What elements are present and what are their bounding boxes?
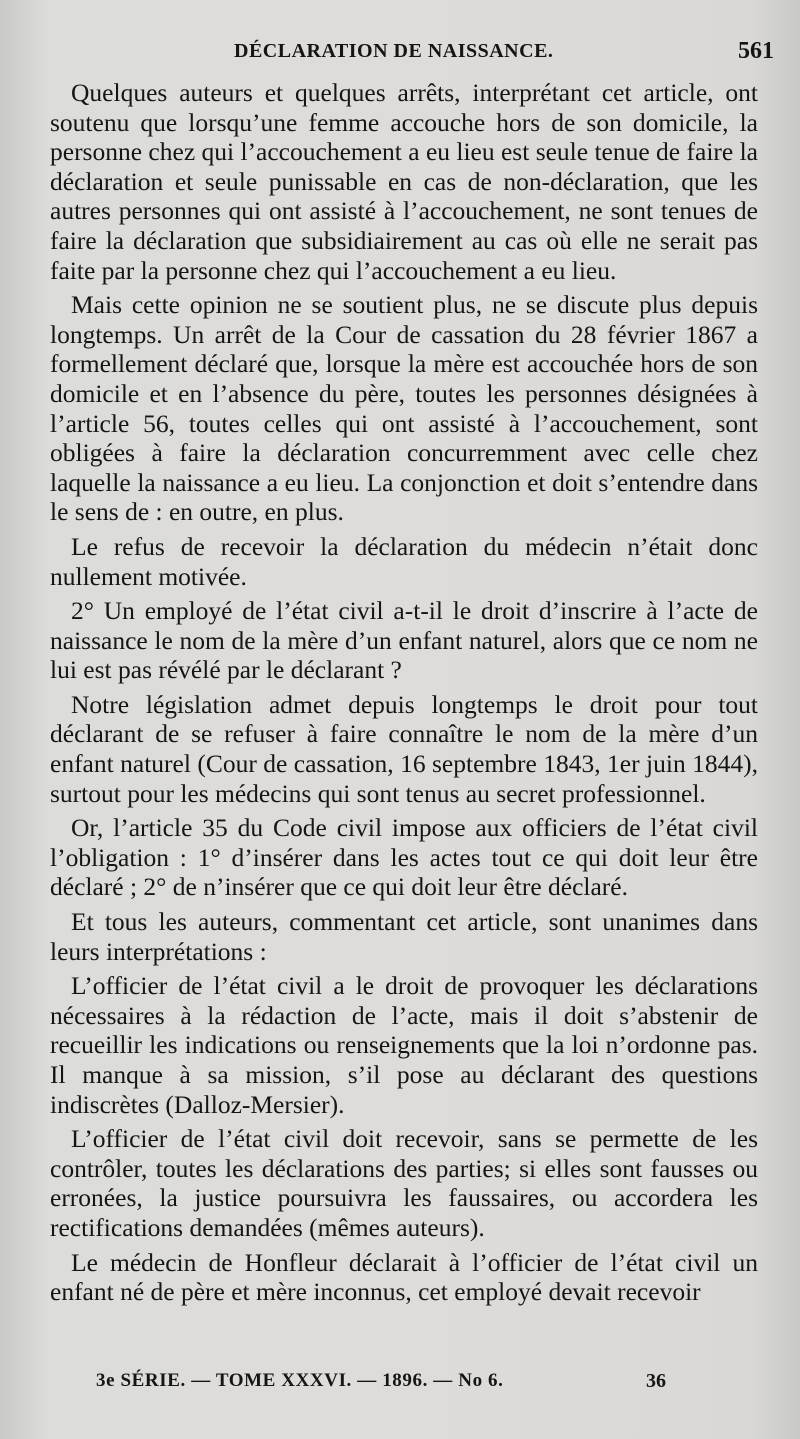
paragraph: L’officier de l’état civil doit recevoir, sans se permette de les contrôler, toutes les déclarations des parties; si elles sont fausses ou erronées, la justice poursuivra les faussaires, ou accordera les rectifications demandées (mêmes auteurs). (50, 1124, 758, 1242)
printer-signature: 3e SÉRIE. — TOME XXXVI. — 1896. — No 6. (96, 1370, 504, 1391)
paragraph: Et tous les auteurs, commentant cet article, sont unanimes dans leurs interprétations : (50, 907, 758, 966)
body-text (50, 78, 758, 1307)
paragraph: Notre législation admet depuis longtemps le droit pour tout déclarant de se refuser à faire connaître le nom de la mère d’un enfant naturel (Cour de cassation, 16 septembre 1843, 1er juin 1844), surtout pour les médecins qui sont tenus au secret professionnel. (50, 689, 758, 808)
paragraph: Quelques auteurs et quelques arrêts, interprétant cet article, ont soutenu que lorsqu’une femme accouche hors de son domicile, la personne chez qui l’accouchement a eu lieu est seule tenue de faire la déclaration et seule punissable en cas de non-déclaration, que les autres personnes qui ont assisté à l’accouchement, ne sont tenues de faire la déclaration que subsidiairement au cas où elle ne serait pas faite par la personne chez qui l’accouchement a eu lieu. (50, 78, 758, 285)
running-head: DÉCLARATION DE NAISSANCE. (234, 40, 554, 62)
paragraph: L’officier de l’état civil a le droit de provoquer les déclarations nécessaires à la rédaction de l’acte, mais il doit s’abstenir de recueillir les indications ou renseignements que la loi n’ordonne pas. Il manque à sa mission, s’il pose au déclarant des questions indiscrètes (Dalloz-Mersier). (50, 971, 758, 1119)
paragraph: 2° Un employé de l’état civil a-t-il le droit d’inscrire à l’acte de naissance le nom de la mère d’un enfant naturel, alors que ce nom ne lui est pas révélé par le déclarant ? (50, 596, 758, 685)
sheet-number: 36 (646, 1370, 666, 1392)
paragraph: Le médecin de Honfleur déclarait à l’officier de l’état civil un enfant né de père et mère inconnus, cet employé devait recevoir (50, 1247, 758, 1307)
paragraph: Or, l’article 35 du Code civil impose aux officiers de l’état civil l’obligation : 1° d’insérer dans les actes tout ce qui doit leur être déclaré ; 2° de n’insérer que ce qui doit leur être déclaré. (50, 813, 758, 902)
page-number: 561 (738, 38, 774, 64)
page-footer (0, 1370, 800, 1410)
paragraph: Le refus de recevoir la déclaration du médecin n’était donc nullement motivée. (50, 531, 758, 591)
page-header (0, 36, 800, 70)
paragraph: Mais cette opinion ne se soutient plus, ne se discute plus depuis longtemps. Un arrêt de la Cour de cassation du 28 février 1867 a formellement déclaré que, lorsque la mère est accouchée hors de son domicile et en l’absence du père, toutes les personnes désignées à l’article 56, toutes celles qui ont assisté à l’accouchement, sont obligées à faire la déclaration concurremment avec celle chez laquelle la naissance a eu lieu. La conjonction et doit s’entendre dans le sens de : en outre, en plus. (50, 290, 758, 527)
